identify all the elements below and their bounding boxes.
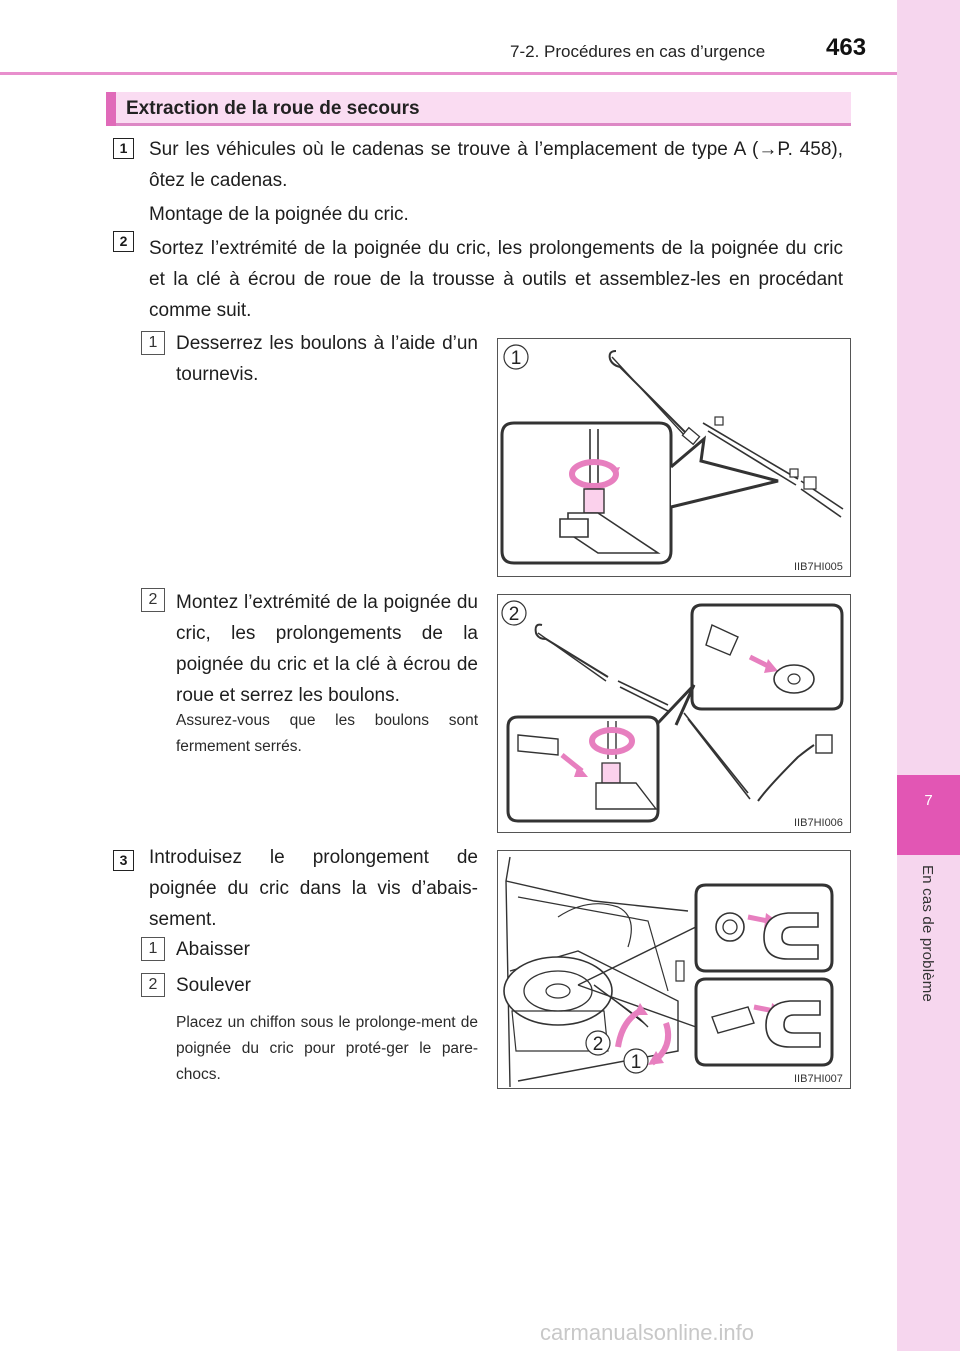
figure-2-callout: 2 [508, 604, 520, 625]
step-number-3: 3 [113, 850, 134, 871]
section-title-accent [106, 92, 116, 126]
chapter-title: En cas de problème [919, 865, 936, 1003]
figure-3-callout-raise: 2 [592, 1034, 604, 1055]
side-tab-band [897, 0, 960, 1351]
figure-1-callout: 1 [510, 348, 522, 369]
figure-loosen-bolts [497, 338, 851, 577]
step-2-text: Montage de la poignée du cric. [149, 204, 409, 225]
substep-2-1-text: Desserrez les boulons à l’aide d’un tournevis. [176, 333, 478, 385]
figure-code-007: IIB7HI007 [794, 1073, 843, 1085]
running-header-section: 7-2. Procédures en cas d’urgence [510, 42, 766, 61]
chapter-tab[interactable] [897, 775, 960, 855]
substep-3-1-text: Abaisser [176, 939, 250, 960]
figure-loosen-bolts-drawing [498, 339, 851, 577]
step-number-1: 1 [113, 138, 134, 159]
step-number-2: 2 [113, 231, 134, 252]
figure-insert-extension [497, 850, 851, 1089]
figure-code-005: IIB7HI005 [794, 561, 843, 573]
substep-2-2-text: Montez l’extrémité de la poignée du cric, les prolongements de la poignée du cric et la clé à écrou de roue et serrez les boulons. [176, 592, 478, 706]
figure-assemble-handle [497, 594, 851, 833]
figure-insert-extension-drawing [498, 851, 851, 1089]
substep-2-2-note: Assurez-vous que les boulons sont fermement serrés. [176, 712, 478, 755]
step-1-text: Sur les véhicules où le cadenas se trouve à l’emplacement de type A (→P. 458), ôtez le cadenas. [149, 139, 843, 191]
substep-3-2-text: Soulever [176, 975, 251, 996]
chapter-number: 7 [924, 792, 933, 809]
substep-number-3-2: 2 [141, 973, 165, 997]
substep-number-3-1: 1 [141, 937, 165, 961]
figure-3-callout-lower: 1 [630, 1052, 642, 1073]
step-2-detail: Sortez l’extrémité de la poignée du cric, les prolongements de la poignée du cric et la clé à écrou de roue de la trousse à outils et assemblez-les en procédant comme suit. [149, 238, 843, 321]
header-rule [0, 72, 897, 75]
substep-number-2-2: 2 [141, 588, 165, 612]
watermark: carmanualsonline.info [540, 1320, 755, 1345]
page-number: 463 [826, 34, 867, 61]
figure-assemble-handle-drawing [498, 595, 851, 833]
substep-number-2-1: 1 [141, 331, 165, 355]
section-title: Extraction de la roue de secours [126, 98, 420, 119]
figure-code-006: IIB7HI006 [794, 817, 843, 829]
step-3-text: Introduisez le prolongement de poignée du cric dans la vis d’abais-sement. [149, 847, 478, 930]
step-3-note: Placez un chiffon sous le prolonge-ment de poignée du cric pour proté-ger le pare-chocs. [176, 1014, 478, 1083]
